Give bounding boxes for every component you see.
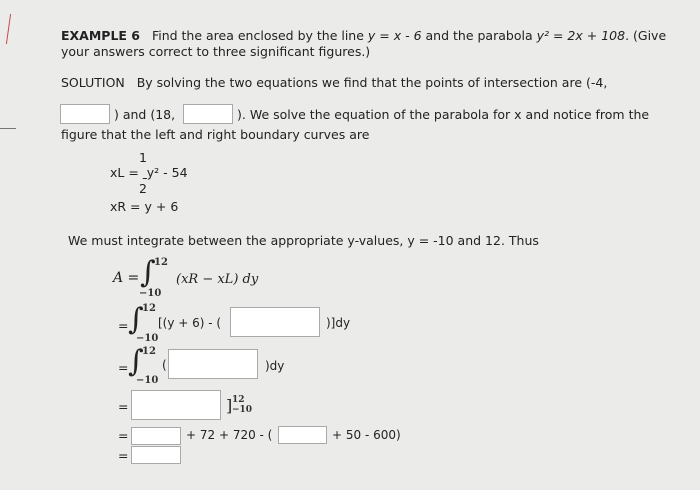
eval-bracket: ] <box>226 396 233 415</box>
example-label: EXAMPLE 6 <box>61 28 141 43</box>
integral-sign: ∫ <box>140 255 156 290</box>
integrand: (xR − xL) dy <box>176 272 259 287</box>
xl-numerator: 1 <box>139 150 147 165</box>
problem-text: Find the area enclosed by the line <box>151 28 368 43</box>
solution-line-1 <box>61 75 607 90</box>
area-lhs: A = <box>113 270 140 286</box>
antiderivative-answer-input[interactable] <box>131 390 221 420</box>
parabola-equation: y² = 2x + 108 <box>536 28 626 43</box>
line5-suffix: + 50 - 600) <box>332 428 401 442</box>
red-pen-mark <box>0 14 11 44</box>
xr-equation: xR = y + 6 <box>110 199 179 214</box>
problem-line-1 <box>61 28 666 43</box>
line5-middle: + 72 + 720 - ( <box>186 428 273 442</box>
equals-sign: = <box>118 318 129 333</box>
intersection-y1-input[interactable] <box>60 104 110 124</box>
problem-line-2: your answers correct to three significant figures.) <box>61 44 371 59</box>
problem-text: . (Give <box>625 28 667 43</box>
term2-answer-input[interactable] <box>278 426 327 444</box>
xl-answer-input[interactable] <box>230 307 320 337</box>
upper-limit: 12 <box>142 346 156 357</box>
solution-text: figure that the left and right boundary curves are <box>61 127 370 142</box>
solution-label: SOLUTION <box>61 75 125 90</box>
line3-prefix: ( <box>162 358 167 372</box>
line-equation: y = x - 6 <box>367 28 422 43</box>
solution-text: ). We solve the equation of the parabola for x and notice from the <box>237 107 650 122</box>
equals-sign: = <box>118 360 129 375</box>
upper-limit: 12 <box>154 257 168 268</box>
eval-upper-limit: 12 <box>232 395 245 405</box>
upper-limit: 12 <box>142 303 156 314</box>
equals-sign: = <box>118 448 129 463</box>
line2-suffix: )]dy <box>326 316 351 330</box>
equals-sign: = <box>118 399 129 414</box>
xl-denominator: 2 <box>139 181 147 196</box>
line3-suffix: )dy <box>265 359 285 373</box>
line2-prefix: [(y + 6) - ( <box>158 316 222 330</box>
term1-answer-input[interactable] <box>131 427 181 445</box>
lower-limit: −10 <box>136 375 159 386</box>
lower-limit: −10 <box>136 333 159 344</box>
integral-sign: ∫ <box>128 344 144 379</box>
xl-equation <box>110 165 188 180</box>
integrand-answer-input[interactable] <box>168 349 258 379</box>
solution-text: ) and (18, <box>114 107 176 122</box>
intersection-y2-input[interactable] <box>183 104 233 124</box>
final-answer-input[interactable] <box>131 446 181 464</box>
eval-lower-limit: −10 <box>232 405 253 415</box>
solution-text: By solving the two equations we find that the points of intersection are (-4, <box>136 75 608 90</box>
margin-dash <box>0 128 16 129</box>
lower-limit: −10 <box>139 288 162 299</box>
integrate-text: We must integrate between the appropriate y-values, y = -10 and 12. Thus <box>68 233 539 248</box>
xl-rest: y² - 54 <box>146 165 188 180</box>
problem-text: and the parabola <box>421 28 537 43</box>
integral-sign: ∫ <box>128 302 144 337</box>
equals-sign: = <box>118 428 129 443</box>
xl-lhs: xL = <box>110 165 139 180</box>
